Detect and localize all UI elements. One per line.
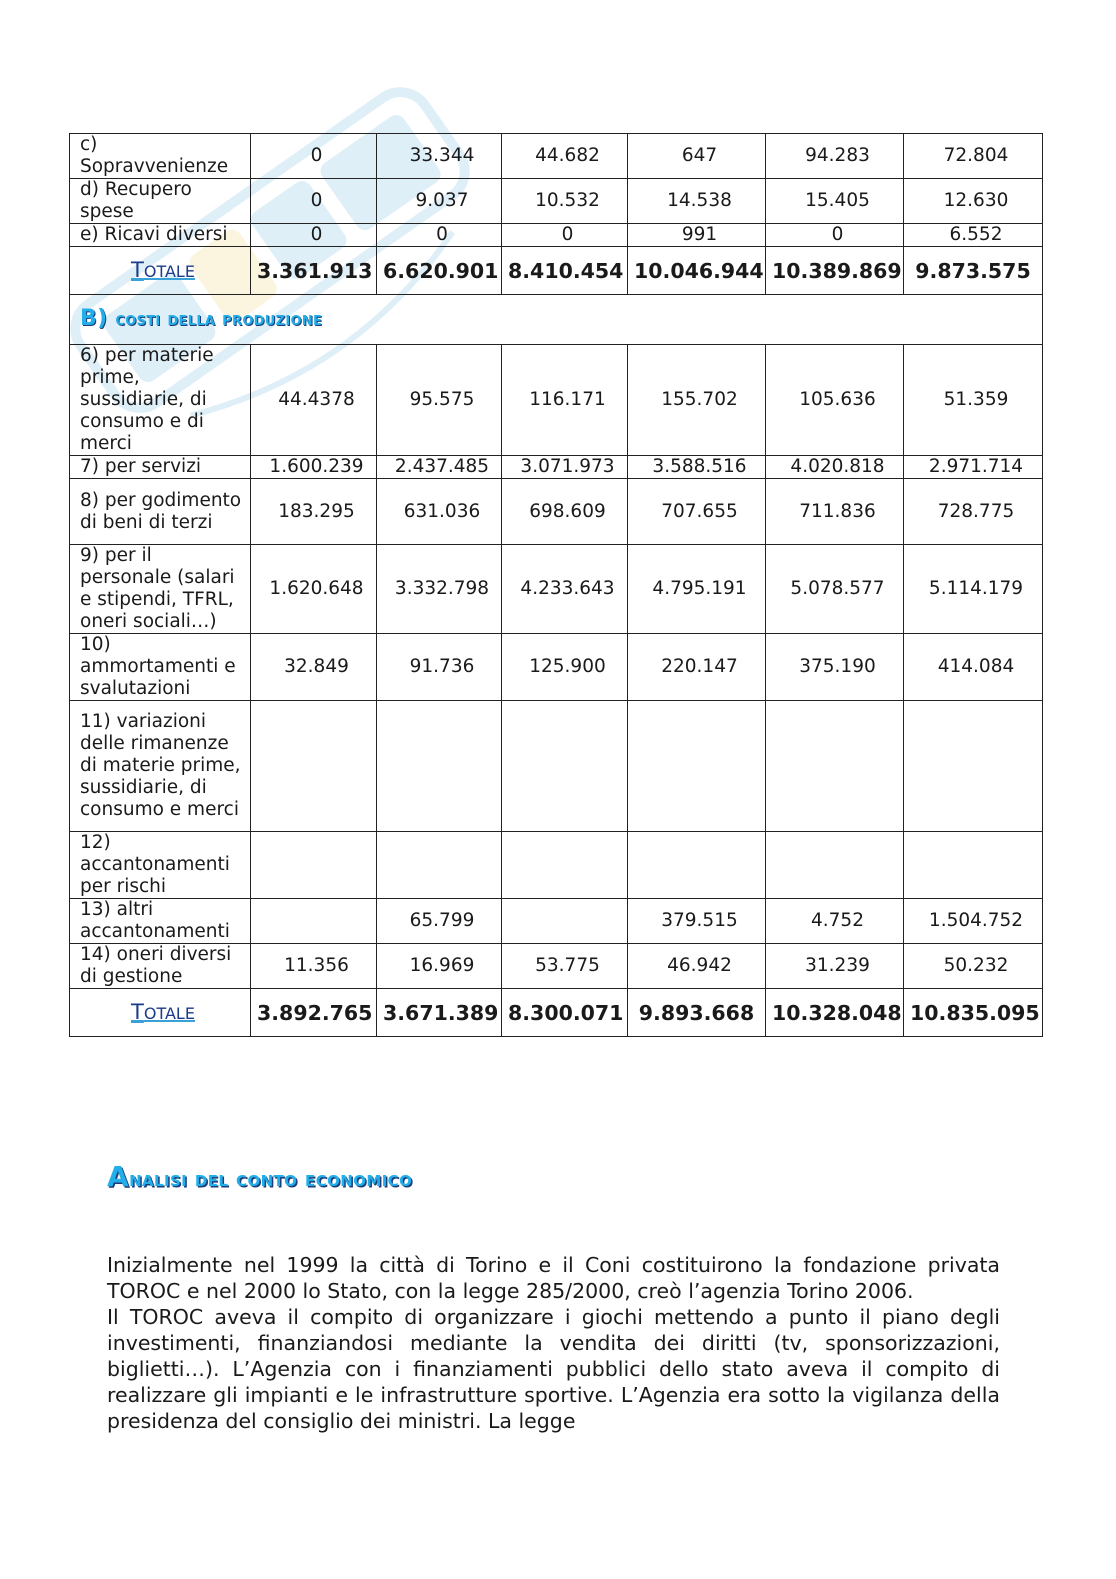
income-statement-table <box>69 133 1043 1037</box>
table-cell: 4.752 <box>766 899 904 944</box>
table-cell: 4.233.643 <box>502 545 628 634</box>
table-cell: 647 <box>628 134 766 179</box>
table-cell: 2.971.714 <box>904 456 1043 479</box>
row-label: 13) altri accantonamenti <box>70 899 251 944</box>
table-cell: 14.538 <box>628 179 766 224</box>
table-cell <box>251 899 377 944</box>
row-label: e) Ricavi diversi <box>70 224 251 247</box>
table-cell: 51.359 <box>904 345 1043 456</box>
table-cell: 0 <box>251 134 377 179</box>
table-cell: 414.084 <box>904 634 1043 701</box>
table-cell: 5.114.179 <box>904 545 1043 634</box>
table-cell: 46.942 <box>628 944 766 989</box>
table-row <box>70 899 1043 944</box>
table-cell <box>377 701 502 832</box>
total-row <box>70 989 1043 1037</box>
table-cell: 728.775 <box>904 479 1043 545</box>
total-cell: 10.046.944 <box>628 247 766 295</box>
total-label: TOTALE <box>70 989 251 1037</box>
table-cell: 375.190 <box>766 634 904 701</box>
row-label: 14) oneri diversi di gestione <box>70 944 251 989</box>
table-cell: 10.532 <box>502 179 628 224</box>
row-label: c) Sopravvenienze <box>70 134 251 179</box>
row-label: 12) accantonamenti per rischi <box>70 832 251 899</box>
table-cell <box>904 701 1043 832</box>
table-row <box>70 456 1043 479</box>
row-label: d) Recupero spese <box>70 179 251 224</box>
table-cell: 50.232 <box>904 944 1043 989</box>
table-cell: 95.575 <box>377 345 502 456</box>
paragraph: Il TOROC aveva il compito di organizzare i giochi mettendo a punto il piano degli investimenti, finanziandosi mediante la vendita dei diritti (tv, sponsorizzazioni, biglietti…). L’Agenzia con i finanziamenti pubblici dello stato aveva il compito di realizzare gli impianti e le infrastrutture sportive. L’Agenzia era sotto la vigilanza della presidenza del consiglio dei ministri. La legge <box>107 1305 1000 1433</box>
table-row <box>70 634 1043 701</box>
table-cell: 991 <box>628 224 766 247</box>
section-heading: Analisi del conto economico <box>107 1160 413 1193</box>
total-cell: 10.328.048 <box>766 989 904 1037</box>
table-cell: 3.332.798 <box>377 545 502 634</box>
table-cell <box>502 701 628 832</box>
table-cell: 1.504.752 <box>904 899 1043 944</box>
table-cell <box>766 701 904 832</box>
total-cell: 6.620.901 <box>377 247 502 295</box>
table-cell: 31.239 <box>766 944 904 989</box>
paragraph: Inizialmente nel 1999 la città di Torino e il Coni costituirono la fondazione privata TOROC e nel 2000 lo Stato, con la legge 285/2000, creò l’agenzia Torino 2006. <box>107 1253 1000 1303</box>
section-header: B) costi della produzione <box>70 295 1043 345</box>
table-cell: 155.702 <box>628 345 766 456</box>
section-row <box>70 295 1043 345</box>
table-cell: 53.775 <box>502 944 628 989</box>
table-cell: 707.655 <box>628 479 766 545</box>
table-cell: 1.620.648 <box>251 545 377 634</box>
table-cell: 2.437.485 <box>377 456 502 479</box>
row-label: 11) variazioni delle rimanenze di materie prime, sussidiarie, di consumo e merci <box>70 701 251 832</box>
table-cell: 33.344 <box>377 134 502 179</box>
table-cell: 11.356 <box>251 944 377 989</box>
table-cell: 220.147 <box>628 634 766 701</box>
total-cell: 9.893.668 <box>628 989 766 1037</box>
table-cell: 72.804 <box>904 134 1043 179</box>
table-cell: 65.799 <box>377 899 502 944</box>
table-cell: 1.600.239 <box>251 456 377 479</box>
table-cell <box>251 832 377 899</box>
table-cell <box>904 832 1043 899</box>
table-cell: 3.071.973 <box>502 456 628 479</box>
table-cell <box>628 701 766 832</box>
table-cell: 698.609 <box>502 479 628 545</box>
table-cell: 0 <box>766 224 904 247</box>
table-cell: 6.552 <box>904 224 1043 247</box>
table-row <box>70 179 1043 224</box>
table-cell <box>502 832 628 899</box>
table-cell: 12.630 <box>904 179 1043 224</box>
table-cell: 4.020.818 <box>766 456 904 479</box>
total-label: TOTALE <box>70 247 251 295</box>
row-label: 6) per materie prime, sussidiarie, di consumo e di merci <box>70 345 251 456</box>
total-cell: 3.361.913 <box>251 247 377 295</box>
total-cell: 3.671.389 <box>377 989 502 1037</box>
table-cell: 711.836 <box>766 479 904 545</box>
table-cell: 631.036 <box>377 479 502 545</box>
table-cell: 44.682 <box>502 134 628 179</box>
table-row <box>70 134 1043 179</box>
table-row <box>70 944 1043 989</box>
table-cell <box>628 832 766 899</box>
row-label: 10) ammortamenti e svalutazioni <box>70 634 251 701</box>
row-label: 7) per servizi <box>70 456 251 479</box>
table-cell: 5.078.577 <box>766 545 904 634</box>
table-cell: 32.849 <box>251 634 377 701</box>
table-cell: 4.795.191 <box>628 545 766 634</box>
table-cell: 125.900 <box>502 634 628 701</box>
table-row <box>70 701 1043 832</box>
row-label: 8) per godimento di beni di terzi <box>70 479 251 545</box>
table-cell: 379.515 <box>628 899 766 944</box>
table-cell: 0 <box>251 224 377 247</box>
table-cell: 15.405 <box>766 179 904 224</box>
total-row <box>70 247 1043 295</box>
table-row <box>70 224 1043 247</box>
table-cell: 0 <box>502 224 628 247</box>
table-cell <box>766 832 904 899</box>
row-label: 9) per il personale (salari e stipendi, TFRL, oneri sociali…) <box>70 545 251 634</box>
table-cell: 16.969 <box>377 944 502 989</box>
table-row <box>70 545 1043 634</box>
table-cell: 44.4378 <box>251 345 377 456</box>
total-cell: 8.410.454 <box>502 247 628 295</box>
total-cell: 10.389.869 <box>766 247 904 295</box>
total-cell: 3.892.765 <box>251 989 377 1037</box>
table-cell: 105.636 <box>766 345 904 456</box>
total-cell: 10.835.095 <box>904 989 1043 1037</box>
total-cell: 9.873.575 <box>904 247 1043 295</box>
table-cell: 3.588.516 <box>628 456 766 479</box>
table-cell <box>251 701 377 832</box>
table-cell: 0 <box>251 179 377 224</box>
total-cell: 8.300.071 <box>502 989 628 1037</box>
table-cell <box>502 899 628 944</box>
table-cell: 91.736 <box>377 634 502 701</box>
table-cell: 9.037 <box>377 179 502 224</box>
table-cell: 116.171 <box>502 345 628 456</box>
table-row <box>70 479 1043 545</box>
table-cell: 183.295 <box>251 479 377 545</box>
table-row <box>70 832 1043 899</box>
table-cell: 0 <box>377 224 502 247</box>
body-text <box>107 1252 1000 1434</box>
table-row <box>70 345 1043 456</box>
table-cell: 94.283 <box>766 134 904 179</box>
table-cell <box>377 832 502 899</box>
